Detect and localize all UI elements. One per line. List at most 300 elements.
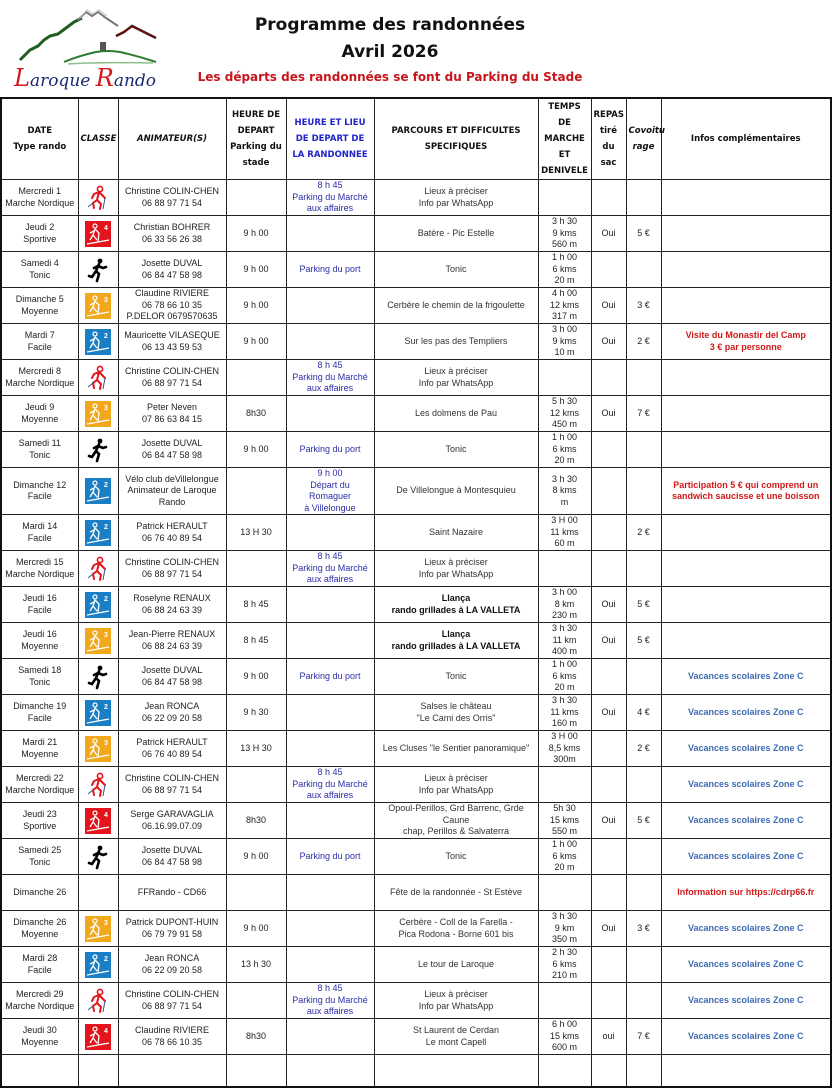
cell-temps (538, 983, 591, 1019)
cell-infos: Information sur https://cdrp66.fr (661, 875, 831, 911)
cell-infos: Participation 5 € qui comprend un sandwich saucisse et une boisson (661, 468, 831, 515)
cell-covoiturage (626, 839, 661, 875)
cell-parcours: Batère - Pic Estelle (374, 216, 538, 252)
cell-covoiturage (626, 252, 661, 288)
cell-date: Mercredi 22 Marche Nordique (1, 767, 78, 803)
cell-lieu-depart (286, 695, 374, 731)
cell-infos (661, 587, 831, 623)
cell-temps: 3 h 00 8 km 230 m (538, 587, 591, 623)
cell-repas (591, 180, 626, 216)
table-header-row (1, 98, 831, 180)
cell-lieu-depart (286, 875, 374, 911)
cell-temps: 5 h 30 12 kms 450 m (538, 396, 591, 432)
cell-parcours: Le tour de Laroque (374, 947, 538, 983)
cell-animateur: Peter Neven 07 86 63 84 15 (118, 396, 226, 432)
cell-repas (591, 515, 626, 551)
svg-text:3: 3 (104, 404, 108, 412)
cell-infos: Vacances scolaires Zone C (661, 731, 831, 767)
table-row (1, 875, 831, 911)
cell-animateur: FFRando - CD66 (118, 875, 226, 911)
cell-parcours: Lieux à préciser Info par WhatsApp (374, 360, 538, 396)
cell-lieu-depart (286, 288, 374, 324)
page-header (0, 0, 830, 97)
cell-infos: Vacances scolaires Zone C (661, 1019, 831, 1055)
table-row (1, 839, 831, 875)
cell-repas: Oui (591, 396, 626, 432)
svg-text:3: 3 (104, 919, 108, 927)
cell-repas (591, 983, 626, 1019)
table-row (1, 360, 831, 396)
mountain-logo-icon (8, 6, 168, 68)
cell-classe (78, 587, 118, 623)
cell-covoiturage (626, 468, 661, 515)
cell-covoiturage (626, 947, 661, 983)
cell-date: Mardi 14 Facile (1, 515, 78, 551)
cell-classe (78, 360, 118, 396)
cell-classe (78, 695, 118, 731)
cell-classe (78, 288, 118, 324)
cell-temps: 3 h 00 9 kms 10 m (538, 324, 591, 360)
svg-text:4: 4 (104, 224, 108, 232)
cell-parcours: Tonic (374, 252, 538, 288)
col-parcours: PARCOURS ET DIFFICULTES SPECIFIQUES (374, 98, 538, 180)
cell-classe (78, 875, 118, 911)
col-lieu-depart: HEURE ET LIEU DE DEPART DE LA RANDONNEE (286, 98, 374, 180)
cell-repas (591, 947, 626, 983)
cell-classe (78, 252, 118, 288)
cell-heure-depart (226, 767, 286, 803)
cell-heure-depart: 9 h 00 (226, 288, 286, 324)
cell-parcours: Lieux à préciser Info par WhatsApp (374, 180, 538, 216)
table-row (1, 947, 831, 983)
col-infos: Infos complémentaires (661, 98, 831, 180)
hiker-level-4-icon (85, 1024, 111, 1050)
cell-empty (538, 1055, 591, 1087)
cell-heure-depart: 8h30 (226, 396, 286, 432)
cell-lieu-depart: Parking du port (286, 432, 374, 468)
cell-date: Mercredi 8 Marche Nordique (1, 360, 78, 396)
cell-lieu-depart: 8 h 45 Parking du Marché aux affaires (286, 180, 374, 216)
col-repas: REPAS tiré du sac (591, 98, 626, 180)
svg-text:2: 2 (104, 523, 108, 531)
cell-parcours: St Laurent de Cerdan Le mont Capell (374, 1019, 538, 1055)
cell-repas: Oui (591, 911, 626, 947)
cell-temps: 2 h 30 6 kms 210 m (538, 947, 591, 983)
table-row (1, 468, 831, 515)
cell-covoiturage: 3 € (626, 288, 661, 324)
cell-temps: 1 h 00 6 kms 20 m (538, 839, 591, 875)
cell-classe (78, 551, 118, 587)
cell-animateur: Christine COLIN-CHEN 06 88 97 71 54 (118, 767, 226, 803)
cell-date: Mercredi 29 Marche Nordique (1, 983, 78, 1019)
cell-repas: Oui (591, 695, 626, 731)
cell-covoiturage: 7 € (626, 1019, 661, 1055)
cell-repas: Oui (591, 288, 626, 324)
table-row (1, 731, 831, 767)
cell-animateur: Josette DUVAL 06 84 47 58 98 (118, 659, 226, 695)
table-row (1, 623, 831, 659)
cell-animateur: Vélo club deVillelongue Animateur de Laroque Rando (118, 468, 226, 515)
cell-repas (591, 767, 626, 803)
table-row (1, 659, 831, 695)
cell-parcours: Lieux à préciser Info par WhatsApp (374, 767, 538, 803)
hiker-level-2-icon (85, 329, 111, 355)
cell-covoiturage: 7 € (626, 396, 661, 432)
cell-covoiturage (626, 767, 661, 803)
cell-infos (661, 180, 831, 216)
cell-lieu-depart (286, 731, 374, 767)
cell-classe (78, 839, 118, 875)
cell-date: Samedi 4 Tonic (1, 252, 78, 288)
cell-parcours: Les Cluses "le Sentier panoramique" (374, 731, 538, 767)
cell-repas (591, 432, 626, 468)
cell-parcours: Sur les pas des Templiers (374, 324, 538, 360)
nordic-walk-icon (85, 556, 111, 582)
table-row (1, 324, 831, 360)
cell-temps: 3 h 30 11 km 400 m (538, 623, 591, 659)
cell-animateur: Claudine RIVIERE 06 78 66 10 35 (118, 1019, 226, 1055)
cell-date: Samedi 18 Tonic (1, 659, 78, 695)
cell-heure-depart (226, 360, 286, 396)
cell-animateur: Christine COLIN-CHEN 06 88 97 71 54 (118, 551, 226, 587)
cell-parcours: Les dolmens de Pau (374, 396, 538, 432)
cell-heure-depart: 9 h 00 (226, 324, 286, 360)
cell-repas (591, 839, 626, 875)
cell-lieu-depart (286, 803, 374, 839)
hiker-level-2-icon (85, 592, 111, 618)
cell-animateur: Jean RONCA 06 22 09 20 58 (118, 947, 226, 983)
cell-heure-depart: 9 h 00 (226, 659, 286, 695)
cell-temps: 4 h 00 12 kms 317 m (538, 288, 591, 324)
cell-covoiturage: 2 € (626, 515, 661, 551)
cell-covoiturage: 2 € (626, 324, 661, 360)
cell-classe (78, 396, 118, 432)
runner-icon (85, 844, 111, 870)
cell-repas: Oui (591, 324, 626, 360)
laroque-rando-logo (8, 6, 168, 92)
cell-classe (78, 623, 118, 659)
cell-infos: Vacances scolaires Zone C (661, 659, 831, 695)
cell-infos: Vacances scolaires Zone C (661, 767, 831, 803)
cell-date: Dimanche 5 Moyenne (1, 288, 78, 324)
cell-empty (286, 1055, 374, 1087)
table-row (1, 551, 831, 587)
cell-infos: Visite du Monastir del Camp 3 € par personne (661, 324, 831, 360)
nordic-walk-icon (85, 988, 111, 1014)
table-row (1, 1019, 831, 1055)
cell-classe (78, 432, 118, 468)
cell-classe (78, 767, 118, 803)
cell-temps: 1 h 00 6 kms 20 m (538, 659, 591, 695)
hiker-level-4-icon (85, 221, 111, 247)
cell-classe (78, 911, 118, 947)
hiker-level-3-icon (85, 736, 111, 762)
cell-covoiturage (626, 659, 661, 695)
cell-lieu-depart (286, 1019, 374, 1055)
svg-text:2: 2 (104, 332, 108, 340)
cell-date: Dimanche 12 Facile (1, 468, 78, 515)
cell-lieu-depart: 8 h 45 Parking du Marché aux affaires (286, 767, 374, 803)
cell-parcours: Tonic (374, 432, 538, 468)
table-row (1, 515, 831, 551)
cell-covoiturage: 2 € (626, 731, 661, 767)
table-row (1, 216, 831, 252)
nordic-walk-icon (85, 365, 111, 391)
cell-lieu-depart: Parking du port (286, 839, 374, 875)
cell-temps: 3 h 30 9 km 350 m (538, 911, 591, 947)
cell-temps (538, 875, 591, 911)
cell-animateur: Claudine RIVIERE 06 78 66 10 35 P.DELOR 0679570635 (118, 288, 226, 324)
cell-date: Jeudi 30 Moyenne (1, 1019, 78, 1055)
cell-animateur: Patrick HERAULT 06 76 40 89 54 (118, 515, 226, 551)
cell-repas (591, 252, 626, 288)
col-animateur: ANIMATEUR(S) (118, 98, 226, 180)
col-temps: TEMPS DE MARCHE ET DENIVELE (538, 98, 591, 180)
page-month: Avril 2026 (341, 42, 439, 62)
cell-repas: oui (591, 1019, 626, 1055)
cell-heure-depart: 13 H 30 (226, 731, 286, 767)
cell-classe (78, 947, 118, 983)
hiker-level-3-icon (85, 628, 111, 654)
runner-icon (85, 664, 111, 690)
cell-covoiturage: 3 € (626, 911, 661, 947)
cell-repas: Oui (591, 803, 626, 839)
cell-date: Mardi 28 Facile (1, 947, 78, 983)
cell-repas (591, 360, 626, 396)
hiker-level-3-icon (85, 916, 111, 942)
cell-date: Jeudi 9 Moyenne (1, 396, 78, 432)
cell-animateur: Serge GARAVAGLIA 06.16.99.07.09 (118, 803, 226, 839)
cell-heure-depart: 8h30 (226, 1019, 286, 1055)
hiker-level-2-icon (85, 520, 111, 546)
cell-lieu-depart (286, 947, 374, 983)
cell-date: Mercredi 1 Marche Nordique (1, 180, 78, 216)
cell-temps: 3 h 30 8 kms m (538, 468, 591, 515)
cell-heure-depart: 8h30 (226, 803, 286, 839)
cell-covoiturage: 5 € (626, 587, 661, 623)
hiker-level-2-icon (85, 478, 111, 504)
cell-covoiturage (626, 432, 661, 468)
logo-text: Laroque Rando (14, 64, 157, 92)
table-row (1, 288, 831, 324)
cell-date: Jeudi 23 Sportive (1, 803, 78, 839)
cell-animateur: Christine COLIN-CHEN 06 88 97 71 54 (118, 180, 226, 216)
table-row-empty (1, 1055, 831, 1087)
page-title: Programme des randonnées (254, 15, 526, 35)
cell-parcours: Opoul-Perillos, Grd Barrenc, Grde Caune chap, Perillos & Salvaterra (374, 803, 538, 839)
cell-heure-depart: 13 h 30 (226, 947, 286, 983)
cell-infos: Vacances scolaires Zone C (661, 983, 831, 1019)
cell-lieu-depart (286, 587, 374, 623)
cell-heure-depart: 9 h 00 (226, 839, 286, 875)
cell-date: Samedi 25 Tonic (1, 839, 78, 875)
cell-heure-depart: 9 h 00 (226, 252, 286, 288)
cell-temps: 3 h 30 11 kms 160 m (538, 695, 591, 731)
cell-parcours: Cerbère le chemin de la frigoulette (374, 288, 538, 324)
svg-text:2: 2 (104, 595, 108, 603)
cell-covoiturage (626, 983, 661, 1019)
cell-animateur: Josette DUVAL 06 84 47 58 98 (118, 432, 226, 468)
cell-infos (661, 515, 831, 551)
cell-repas (591, 468, 626, 515)
col-covoiturage: Covoitu rage (626, 98, 661, 180)
cell-covoiturage (626, 875, 661, 911)
cell-covoiturage: 5 € (626, 216, 661, 252)
cell-animateur: Christine COLIN-CHEN 06 88 97 71 54 (118, 983, 226, 1019)
cell-covoiturage (626, 360, 661, 396)
cell-infos: Vacances scolaires Zone C (661, 911, 831, 947)
hiker-level-3-icon (85, 293, 111, 319)
cell-infos (661, 252, 831, 288)
cell-date: Mardi 21 Moyenne (1, 731, 78, 767)
cell-empty (591, 1055, 626, 1087)
cell-covoiturage (626, 180, 661, 216)
col-heure-depart: HEURE DE DEPART Parking du stade (226, 98, 286, 180)
cell-classe (78, 659, 118, 695)
cell-animateur: Jean-Pierre RENAUX 06 88 24 63 39 (118, 623, 226, 659)
cell-empty (374, 1055, 538, 1087)
nordic-walk-icon (85, 185, 111, 211)
cell-heure-depart: 13 H 30 (226, 515, 286, 551)
cell-covoiturage: 5 € (626, 803, 661, 839)
cell-infos (661, 551, 831, 587)
cell-lieu-depart: Parking du port (286, 252, 374, 288)
cell-temps (538, 767, 591, 803)
cell-infos (661, 216, 831, 252)
cell-heure-depart (226, 875, 286, 911)
cell-repas (591, 659, 626, 695)
cell-parcours: Cerbère - Coll de la Farella - Pica Rodona - Borne 601 bis (374, 911, 538, 947)
cell-empty (1, 1055, 78, 1087)
nordic-walk-icon (85, 772, 111, 798)
cell-heure-depart (226, 180, 286, 216)
cell-covoiturage (626, 551, 661, 587)
cell-parcours: Llança rando grillades à LA VALLETA (374, 587, 538, 623)
cell-date: Dimanche 26 (1, 875, 78, 911)
table-row (1, 803, 831, 839)
cell-infos: Vacances scolaires Zone C (661, 839, 831, 875)
cell-parcours: Lieux à préciser Info par WhatsApp (374, 551, 538, 587)
cell-temps (538, 551, 591, 587)
table-row (1, 180, 831, 216)
table-row (1, 767, 831, 803)
cell-heure-depart: 9 h 00 (226, 432, 286, 468)
cell-heure-depart: 8 h 45 (226, 623, 286, 659)
cell-parcours: Lieux à préciser Info par WhatsApp (374, 983, 538, 1019)
cell-temps: 1 h 00 6 kms 20 m (538, 252, 591, 288)
cell-date: Samedi 11 Tonic (1, 432, 78, 468)
cell-animateur: Christian BOHRER 06 33 56 26 38 (118, 216, 226, 252)
table-row (1, 252, 831, 288)
runner-icon (85, 437, 111, 463)
cell-classe (78, 216, 118, 252)
cell-lieu-depart: 8 h 45 Parking du Marché aux affaires (286, 551, 374, 587)
svg-text:2: 2 (104, 703, 108, 711)
svg-text:4: 4 (104, 1027, 108, 1035)
cell-parcours: Llança rando grillades à LA VALLETA (374, 623, 538, 659)
cell-covoiturage: 4 € (626, 695, 661, 731)
cell-heure-depart: 9 h 00 (226, 216, 286, 252)
cell-animateur: Josette DUVAL 06 84 47 58 98 (118, 252, 226, 288)
cell-lieu-depart: 8 h 45 Parking du Marché aux affaires (286, 983, 374, 1019)
cell-classe (78, 731, 118, 767)
cell-classe (78, 180, 118, 216)
svg-text:3: 3 (104, 631, 108, 639)
cell-empty (118, 1055, 226, 1087)
cell-classe (78, 803, 118, 839)
table-row (1, 396, 831, 432)
cell-repas: Oui (591, 216, 626, 252)
cell-classe (78, 324, 118, 360)
table-row (1, 983, 831, 1019)
cell-animateur: Patrick HERAULT 06 76 40 89 54 (118, 731, 226, 767)
hike-schedule-table (0, 97, 832, 1088)
cell-covoiturage: 5 € (626, 623, 661, 659)
cell-heure-depart: 9 h 30 (226, 695, 286, 731)
cell-lieu-depart: 8 h 45 Parking du Marché aux affaires (286, 360, 374, 396)
col-classe: CLASSE (78, 98, 118, 180)
cell-infos (661, 623, 831, 659)
cell-date: Jeudi 16 Facile (1, 587, 78, 623)
cell-temps (538, 180, 591, 216)
hiker-level-4-icon (85, 808, 111, 834)
hiker-level-2-icon (85, 700, 111, 726)
cell-lieu-depart: 9 h 00 Départ du Romaguer à Villelongue (286, 468, 374, 515)
cell-empty (226, 1055, 286, 1087)
table-row (1, 432, 831, 468)
svg-text:4: 4 (104, 811, 108, 819)
cell-heure-depart (226, 551, 286, 587)
cell-heure-depart: 8 h 45 (226, 587, 286, 623)
cell-classe (78, 983, 118, 1019)
cell-infos: Vacances scolaires Zone C (661, 803, 831, 839)
table-row (1, 695, 831, 731)
cell-heure-depart (226, 468, 286, 515)
cell-animateur: Roselyne RENAUX 06 88 24 63 39 (118, 587, 226, 623)
svg-text:2: 2 (104, 955, 108, 963)
cell-temps: 1 h 00 6 kms 20 m (538, 432, 591, 468)
cell-repas (591, 875, 626, 911)
cell-infos (661, 360, 831, 396)
cell-animateur: Jean RONCA 06 22 09 20 58 (118, 695, 226, 731)
cell-date: Jeudi 2 Sportive (1, 216, 78, 252)
cell-date: Jeudi 16 Moyenne (1, 623, 78, 659)
cell-temps: 3 H 00 8,5 kms 300m (538, 731, 591, 767)
cell-lieu-depart (286, 623, 374, 659)
cell-lieu-depart (286, 911, 374, 947)
cell-classe (78, 1019, 118, 1055)
cell-infos (661, 396, 831, 432)
cell-parcours: Fête de la randonnée - St Estève (374, 875, 538, 911)
cell-temps: 3 h 30 9 kms 560 m (538, 216, 591, 252)
cell-temps: 6 h 00 15 kms 600 m (538, 1019, 591, 1055)
cell-infos: Vacances scolaires Zone C (661, 695, 831, 731)
cell-temps: 3 H 00 11 kms 60 m (538, 515, 591, 551)
cell-classe (78, 468, 118, 515)
hiker-level-2-icon (85, 952, 111, 978)
svg-text:3: 3 (104, 296, 108, 304)
cell-repas: Oui (591, 623, 626, 659)
cell-empty (626, 1055, 661, 1087)
cell-date: Mercredi 15 Marche Nordique (1, 551, 78, 587)
cell-repas (591, 731, 626, 767)
cell-parcours: Tonic (374, 659, 538, 695)
departure-notice: Les départs des randonnées se font du Parking du Stade (197, 70, 583, 84)
cell-animateur: Mauricette VILASEQUE 06 13 43 59 53 (118, 324, 226, 360)
cell-date: Dimanche 26 Moyenne (1, 911, 78, 947)
cell-animateur: Patrick DUPONT-HUIN 06 79 79 91 58 (118, 911, 226, 947)
cell-repas (591, 551, 626, 587)
